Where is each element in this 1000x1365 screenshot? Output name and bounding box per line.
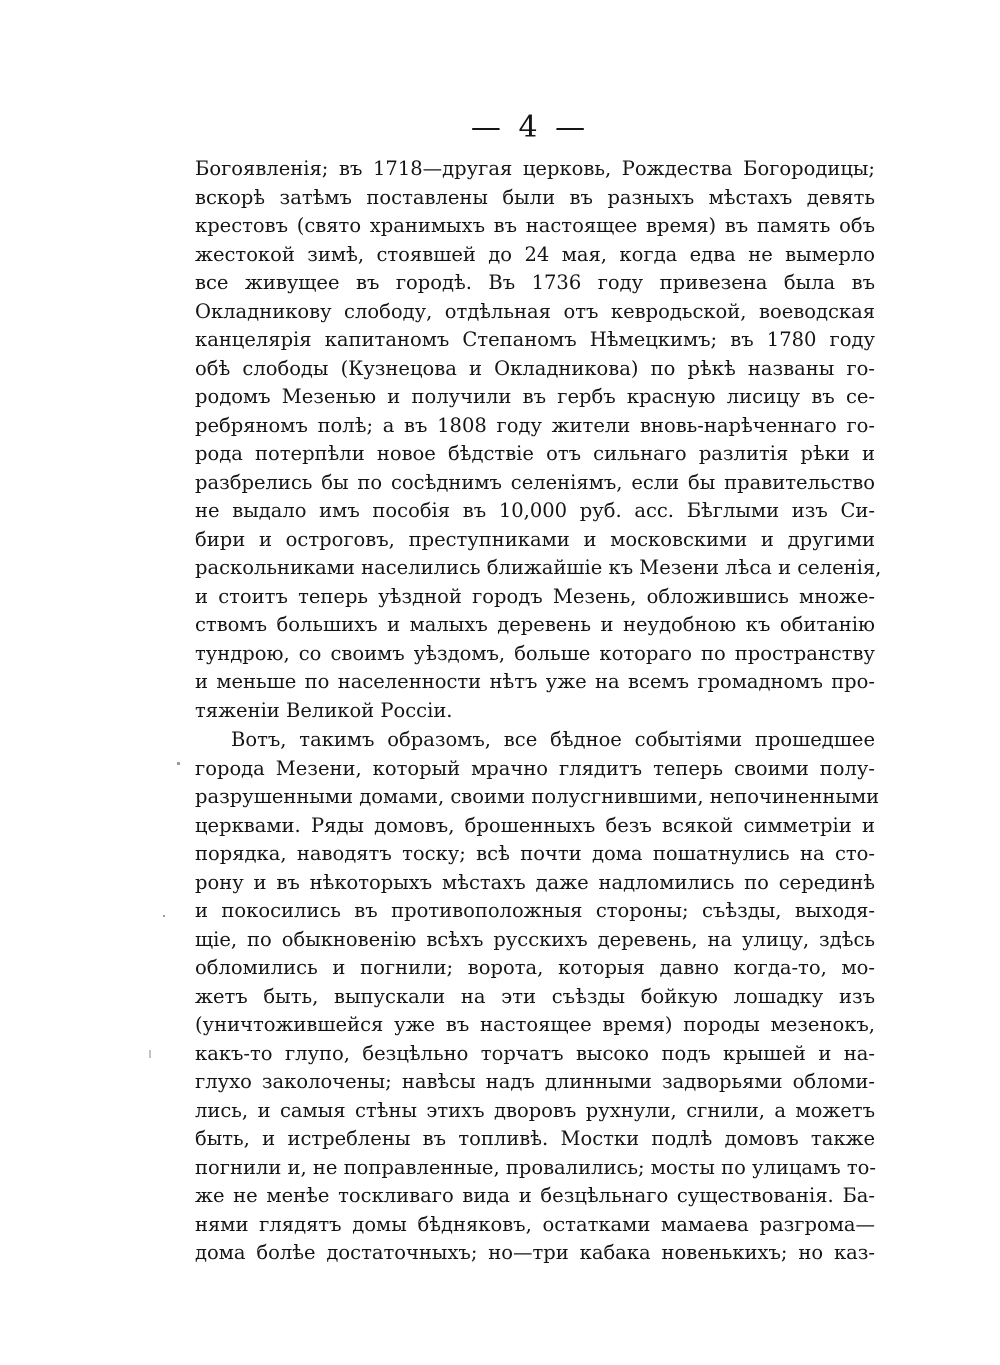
- text-line: быть, и истреблены въ топливѣ. Мостки подлѣ домовъ также: [195, 1127, 875, 1150]
- text-line: нями глядятъ домы бѣдняковъ, остатками мамаева разгрома—: [195, 1212, 875, 1236]
- text-line: и покосились въ противоположныя стороны; съѣзды, выходя-: [195, 899, 875, 922]
- text-line: щіе, по обыкновенію всѣхъ русскихъ деревень, на улицу, здѣсь: [195, 927, 875, 951]
- text-line: порядка, наводятъ тоску; всѣ почти дома пошатнулись на сто-: [195, 842, 875, 865]
- text-line: же не менѣе тоскливаго вида и безцѣльнаго существованія. Ба-: [195, 1184, 875, 1207]
- text-line: рону и въ нѣкоторыхъ мѣстахъ даже надломились по серединѣ: [195, 870, 875, 894]
- text-line: жетъ быть, выпускали на эти съѣзды бойкую лошадку изъ: [195, 984, 875, 1008]
- scan-speck: [163, 915, 165, 917]
- page-number: — 4 —: [470, 110, 590, 145]
- paragraph-1: [195, 155, 882, 725]
- scan-speck: [149, 1050, 151, 1058]
- text-line: раскольниками населились ближайшіе къ Мезени лѣса и селенія,: [195, 556, 882, 579]
- text-line: погнили и, не поправленные, провалились; мосты по улицамъ то-: [195, 1155, 876, 1179]
- text-line: Окладникову слободу, отдѣльная отъ кевродьской, воеводская: [195, 299, 875, 323]
- text-line: лись, и самыя стѣны этихъ дворовъ рухнули, сгнили, а можетъ: [195, 1098, 875, 1122]
- text-line: города Мезени, который мрачно глядитъ теперь своими полу-: [195, 756, 875, 780]
- text-line: бири и остроговъ, преступниками и московскими и другими: [195, 527, 875, 551]
- text-line: рода потерпѣли новое бѣдствіе отъ сильнаго разлитія рѣки и: [195, 442, 875, 465]
- text-line: (уничтожившейся уже въ настоящее время) породы мезенокъ,: [195, 1013, 875, 1036]
- text-line: какъ-то глупо, безцѣльно торчатъ высоко подъ крышей и на-: [195, 1041, 875, 1065]
- text-line: дома болѣе достаточныхъ; но—три кабака новенькихъ; но каз-: [195, 1241, 875, 1264]
- text-line: глухо заколочены; навѣсы надъ длинными задворьями обломи-: [195, 1070, 875, 1093]
- text-line: Богоявленія; въ 1718—другая церковь, Рождества Богородицы;: [195, 157, 875, 180]
- text-line: вскорѣ затѣмъ поставлены были въ разныхъ мѣстахъ девять: [195, 185, 875, 209]
- text-line: канцелярія капитаномъ Степаномъ Нѣмецкимъ; въ 1780 году: [195, 328, 875, 351]
- text-line: разрушенными домами, своими полусгнившими, непочиненными: [195, 785, 880, 808]
- text-line: церквами. Ряды домовъ, брошенныхъ безъ всякой симметріи и: [195, 813, 875, 837]
- paragraph-2: [195, 726, 880, 1268]
- text-line: крестовъ (свято хранимыхъ въ настоящее время) въ память объ: [195, 214, 875, 237]
- text-line: Вотъ, такимъ образомъ, все бѣдное событіями прошедшее: [231, 728, 875, 751]
- text-line: и меньше по населенности нѣтъ уже на всемъ громадномъ про-: [195, 670, 875, 693]
- text-line: родомъ Мезенью и получили въ гербъ красную лисицу въ се-: [195, 385, 875, 408]
- text-line: тяженіи Великой Россіи.: [195, 698, 453, 722]
- scan-speck: [177, 762, 180, 765]
- text-line: разбрелись бы по сосѣднимъ селеніямъ, если бы правительство: [195, 470, 875, 494]
- text-line: тундрою, со своимъ уѣздомъ, больше котораго по пространству: [195, 641, 875, 665]
- text-line: обломились и погнили; ворота, которыя давно когда-то, мо-: [195, 956, 875, 979]
- text-line: ребряномъ полѣ; а въ 1808 году жители вновь-нарѣченнаго го-: [195, 413, 875, 437]
- text-line: обѣ слободы (Кузнецова и Окладникова) по рѣкѣ названы го-: [195, 356, 875, 380]
- text-line: ствомъ большихъ и малыхъ деревень и неудобною къ обитанію: [195, 613, 875, 636]
- text-line: жестокой зимѣ, стоявшей до 24 мая, когда едва не вымерло: [195, 242, 875, 266]
- text-line: не выдало имъ пособія въ 10,000 руб. асс. Бѣглыми изъ Си-: [195, 499, 875, 522]
- text-line: и стоитъ теперь уѣздной городъ Мезень, обложившись множе-: [195, 584, 875, 608]
- text-line: все живущее въ городѣ. Въ 1736 году привезена была въ: [195, 271, 875, 294]
